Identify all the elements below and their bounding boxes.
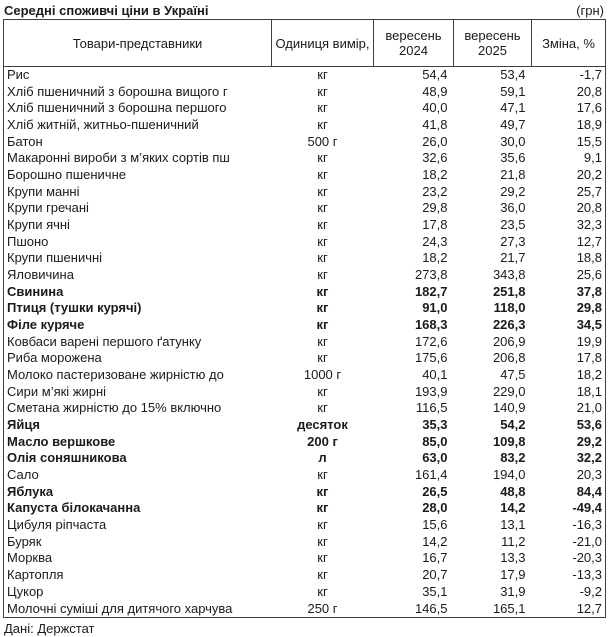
- price-sep2024-cell: 28,0: [422, 500, 448, 516]
- change-percent-cell: 53,6: [576, 417, 602, 433]
- table-row: [4, 467, 606, 484]
- unit-cell: кг: [317, 217, 328, 233]
- product-name-cell: Птиця (тушки курячі): [7, 300, 142, 316]
- price-sep2024-cell: 161,4: [414, 467, 448, 483]
- unit-cell: 250 г: [307, 600, 338, 616]
- currency-note: (грн): [576, 3, 604, 18]
- table-header-row: [4, 20, 606, 67]
- table-row: [4, 567, 606, 584]
- price-sep2025-cell: 47,5: [500, 367, 526, 383]
- price-sep2025-cell: 251,8: [492, 283, 526, 299]
- unit-cell: кг: [317, 550, 328, 566]
- table-row: [4, 317, 606, 334]
- price-sep2025-cell: 31,9: [500, 583, 526, 599]
- change-percent-cell: 20,8: [576, 83, 602, 99]
- change-percent-cell: -49,4: [572, 500, 602, 516]
- price-sep2025-cell: 11,2: [501, 533, 526, 549]
- price-sep2024-cell: 16,7: [422, 550, 448, 566]
- price-sep2025-cell: 29,2: [500, 183, 526, 199]
- price-sep2025-cell: 47,1: [500, 100, 526, 116]
- unit-cell: кг: [317, 533, 328, 549]
- price-sep2024-cell: 172,6: [414, 333, 448, 349]
- price-sep2025-cell: 109,8: [492, 433, 526, 449]
- table-row: [4, 417, 606, 434]
- product-name-cell: Капуста білокачанна: [7, 500, 141, 516]
- data-source-note: Дані: Держстат: [4, 621, 95, 637]
- column-header-change: Зміна, %: [532, 20, 606, 67]
- unit-cell: кг: [317, 583, 328, 599]
- price-sep2024-cell: 85,0: [422, 433, 448, 449]
- product-name-cell: Сметана жирністю до 15% включно: [7, 400, 222, 416]
- product-name-cell: Крупи ячні: [7, 217, 70, 233]
- price-sep2024-cell: 15,6: [422, 517, 448, 533]
- price-sep2024-cell: 17,8: [422, 217, 448, 233]
- change-percent-cell: 18,1: [576, 383, 602, 399]
- unit-cell: кг: [317, 67, 328, 82]
- product-name-cell: Філе куряче: [7, 317, 85, 333]
- price-sep2024-cell: 48,9: [422, 83, 448, 99]
- change-percent-cell: 25,6: [576, 267, 602, 283]
- unit-cell: кг: [317, 467, 328, 483]
- table-row: [4, 84, 606, 101]
- change-percent-cell: -16,3: [572, 517, 602, 533]
- product-name-cell: Картопля: [7, 567, 64, 583]
- price-sep2025-cell: 229,0: [492, 383, 526, 399]
- table-row: [4, 184, 606, 201]
- column-header-unit: Одиниця вимір,: [272, 20, 374, 67]
- product-name-cell: Риба морожена: [7, 350, 102, 366]
- unit-cell: кг: [317, 383, 328, 399]
- price-sep2024-cell: 18,2: [422, 167, 448, 183]
- table-row: [4, 434, 606, 451]
- product-name-cell: Молочні суміші для дитячого харчува: [7, 600, 233, 616]
- table-row: [4, 384, 606, 401]
- change-percent-cell: 29,2: [576, 433, 602, 449]
- price-sep2024-cell: 91,0: [422, 300, 448, 316]
- change-percent-cell: 25,7: [576, 183, 602, 199]
- price-sep2024-cell: 23,2: [422, 183, 448, 199]
- unit-cell: 200 г: [307, 433, 338, 449]
- product-name-cell: Ковбаси варені першого ґатунку: [7, 333, 202, 349]
- table-body: [4, 67, 606, 618]
- price-sep2025-cell: 54,2: [500, 417, 526, 433]
- product-name-cell: Яблука: [7, 483, 54, 499]
- product-name-cell: Яйця: [7, 417, 40, 433]
- product-name-cell: Хліб пшеничний з борошна вищого г: [7, 83, 228, 99]
- table-row: [4, 517, 606, 534]
- price-sep2025-cell: 36,0: [500, 200, 526, 216]
- price-sep2024-cell: 41,8: [422, 117, 448, 133]
- unit-cell: кг: [317, 117, 328, 133]
- unit-cell: кг: [317, 200, 328, 216]
- unit-cell: кг: [317, 250, 328, 266]
- product-name-cell: Буряк: [7, 533, 42, 549]
- change-percent-cell: -20,3: [572, 550, 602, 566]
- product-name-cell: Макаронні вироби з м’яких сортів пш: [7, 150, 230, 166]
- product-name-cell: Борошно пшеничне: [7, 167, 126, 183]
- unit-cell: 500 г: [307, 133, 338, 149]
- unit-cell: кг: [317, 267, 328, 283]
- change-percent-cell: 9,1: [583, 150, 602, 166]
- table-row: [4, 450, 606, 467]
- table-row: [4, 367, 606, 384]
- price-sep2025-cell: 140,9: [492, 400, 526, 416]
- price-sep2025-cell: 194,0: [492, 467, 526, 483]
- unit-cell: десяток: [297, 417, 348, 433]
- column-header-product: Товари-представники: [4, 20, 272, 67]
- price-sep2024-cell: 168,3: [414, 317, 448, 333]
- change-percent-cell: -13,3: [572, 567, 602, 583]
- change-percent-cell: 12,7: [576, 600, 602, 616]
- unit-cell: кг: [317, 333, 328, 349]
- change-percent-cell: 17,8: [576, 350, 602, 366]
- price-sep2025-cell: 83,2: [500, 450, 526, 466]
- table-row: [4, 484, 606, 501]
- product-name-cell: Рис: [7, 67, 30, 82]
- change-percent-cell: 20,8: [576, 200, 602, 216]
- price-sep2025-cell: 14,2: [500, 500, 526, 516]
- table-row: [4, 200, 606, 217]
- table-row: [4, 350, 606, 367]
- title-bar: [0, 0, 608, 19]
- unit-cell: кг: [317, 233, 328, 249]
- unit-cell: кг: [317, 183, 328, 199]
- unit-cell: кг: [317, 567, 328, 583]
- price-sep2025-cell: 21,7: [500, 250, 526, 266]
- unit-cell: кг: [317, 400, 328, 416]
- price-sep2024-cell: 146,5: [414, 600, 448, 616]
- change-percent-cell: 32,2: [576, 450, 602, 466]
- change-percent-cell: 84,4: [576, 483, 602, 499]
- unit-cell: кг: [317, 167, 328, 183]
- price-sep2024-cell: 26,0: [422, 133, 448, 149]
- price-sep2025-cell: 13,1: [500, 517, 526, 533]
- unit-cell: кг: [317, 517, 328, 533]
- page-title: Середні споживчі ціни в Україні: [4, 3, 209, 18]
- price-sep2025-cell: 206,8: [492, 350, 526, 366]
- price-sep2025-cell: 17,9: [500, 567, 526, 583]
- change-percent-cell: 18,2: [576, 367, 602, 383]
- product-name-cell: Цукор: [7, 583, 44, 599]
- price-sep2024-cell: 182,7: [414, 283, 448, 299]
- price-sep2025-cell: 30,0: [500, 133, 526, 149]
- table-row: [4, 167, 606, 184]
- price-sep2025-cell: 165,1: [492, 600, 526, 616]
- table-row: [4, 534, 606, 551]
- product-name-cell: Цибуля ріпчаста: [7, 517, 107, 533]
- change-percent-cell: -1,7: [579, 67, 602, 82]
- price-sep2024-cell: 54,4: [422, 67, 448, 82]
- price-sep2025-cell: 35,6: [500, 150, 526, 166]
- price-sep2024-cell: 273,8: [414, 267, 448, 283]
- table-row: [4, 117, 606, 134]
- unit-cell: кг: [316, 500, 329, 516]
- table-row: [4, 300, 606, 317]
- product-name-cell: Хліб пшеничний з борошна першого: [7, 100, 227, 116]
- change-percent-cell: 29,8: [576, 300, 602, 316]
- consumer-prices-table: [3, 19, 606, 618]
- price-sep2025-cell: 118,0: [493, 300, 526, 316]
- change-percent-cell: 20,2: [576, 167, 602, 183]
- price-sep2025-cell: 59,1: [500, 83, 526, 99]
- price-sep2025-cell: 27,3: [500, 233, 526, 249]
- unit-cell: 1000 г: [303, 367, 342, 383]
- price-sep2024-cell: 40,1: [422, 367, 448, 383]
- change-percent-cell: 19,9: [576, 333, 602, 349]
- change-percent-cell: 12,7: [576, 233, 602, 249]
- product-name-cell: Морква: [7, 550, 53, 566]
- price-sep2024-cell: 175,6: [414, 350, 448, 366]
- unit-cell: кг: [316, 317, 329, 333]
- change-percent-cell: 21,0: [576, 400, 602, 416]
- product-name-cell: Пшоно: [7, 233, 49, 249]
- price-sep2024-cell: 32,6: [422, 150, 448, 166]
- price-sep2024-cell: 18,2: [422, 250, 448, 266]
- product-name-cell: Крупи гречані: [7, 200, 89, 216]
- unit-cell: кг: [316, 483, 329, 499]
- change-percent-cell: 34,5: [576, 317, 602, 333]
- price-sep2024-cell: 29,8: [422, 200, 448, 216]
- product-name-cell: Олія соняшникова: [7, 450, 127, 466]
- unit-cell: л: [318, 450, 327, 466]
- product-name-cell: Батон: [7, 133, 43, 149]
- product-name-cell: Сири м’які жирні: [7, 383, 107, 399]
- table-row: [4, 334, 606, 351]
- price-sep2024-cell: 63,0: [422, 450, 448, 466]
- price-sep2025-cell: 226,3: [492, 317, 526, 333]
- change-percent-cell: 18,9: [576, 117, 602, 133]
- table-row: [4, 150, 606, 167]
- column-header-sep2024: вересень 2024: [374, 20, 454, 67]
- change-percent-cell: 37,8: [576, 283, 602, 299]
- product-name-cell: Крупи манні: [7, 183, 80, 199]
- table-row: [4, 134, 606, 151]
- column-header-sep2025: вересень 2025: [454, 20, 532, 67]
- unit-cell: кг: [316, 300, 329, 316]
- product-name-cell: Свинина: [7, 283, 64, 299]
- price-sep2024-cell: 35,1: [422, 583, 448, 599]
- price-sep2025-cell: 21,8: [500, 167, 526, 183]
- table-row: [4, 267, 606, 284]
- price-sep2024-cell: 193,9: [414, 383, 448, 399]
- price-sep2024-cell: 116,5: [415, 400, 448, 416]
- table-row: [4, 250, 606, 267]
- change-percent-cell: 18,8: [576, 250, 602, 266]
- product-name-cell: Яловичина: [7, 267, 74, 283]
- change-percent-cell: 32,3: [576, 217, 602, 233]
- product-name-cell: Молоко пастеризоване жирністю до: [7, 367, 224, 383]
- unit-cell: кг: [316, 283, 329, 299]
- unit-cell: кг: [317, 150, 328, 166]
- price-sep2024-cell: 35,3: [422, 417, 448, 433]
- price-sep2025-cell: 49,7: [500, 117, 526, 133]
- price-sep2024-cell: 20,7: [422, 567, 448, 583]
- change-percent-cell: -21,0: [572, 533, 602, 549]
- unit-cell: кг: [317, 100, 328, 116]
- change-percent-cell: 17,6: [576, 100, 602, 116]
- price-sep2025-cell: 13,3: [500, 550, 526, 566]
- price-sep2024-cell: 26,5: [422, 483, 448, 499]
- product-name-cell: Хліб житній, житньо-пшеничний: [7, 117, 199, 133]
- price-sep2025-cell: 206,9: [492, 333, 526, 349]
- table-row: [4, 217, 606, 234]
- table-row: [4, 284, 606, 301]
- table-row: [4, 67, 606, 84]
- table-row: [4, 584, 606, 601]
- change-percent-cell: 15,5: [576, 133, 602, 149]
- unit-cell: кг: [317, 350, 328, 366]
- unit-cell: кг: [317, 83, 328, 99]
- price-sep2024-cell: 14,2: [422, 533, 448, 549]
- price-sep2025-cell: 23,5: [500, 217, 526, 233]
- change-percent-cell: 20,3: [576, 467, 602, 483]
- price-sep2025-cell: 343,8: [492, 267, 526, 283]
- product-name-cell: Крупи пшеничні: [7, 250, 103, 266]
- table-row: [4, 500, 606, 517]
- price-sep2025-cell: 53,4: [500, 67, 526, 82]
- change-percent-cell: -9,2: [579, 583, 602, 599]
- table-row: [4, 234, 606, 251]
- table-row: [4, 550, 606, 567]
- product-name-cell: Масло вершкове: [7, 433, 116, 449]
- table-row: [4, 100, 606, 117]
- table-row: [4, 400, 606, 417]
- price-sep2024-cell: 24,3: [422, 233, 448, 249]
- table-row: [4, 601, 606, 618]
- price-sep2025-cell: 48,8: [500, 483, 526, 499]
- price-sep2024-cell: 40,0: [422, 100, 448, 116]
- product-name-cell: Сало: [7, 467, 39, 483]
